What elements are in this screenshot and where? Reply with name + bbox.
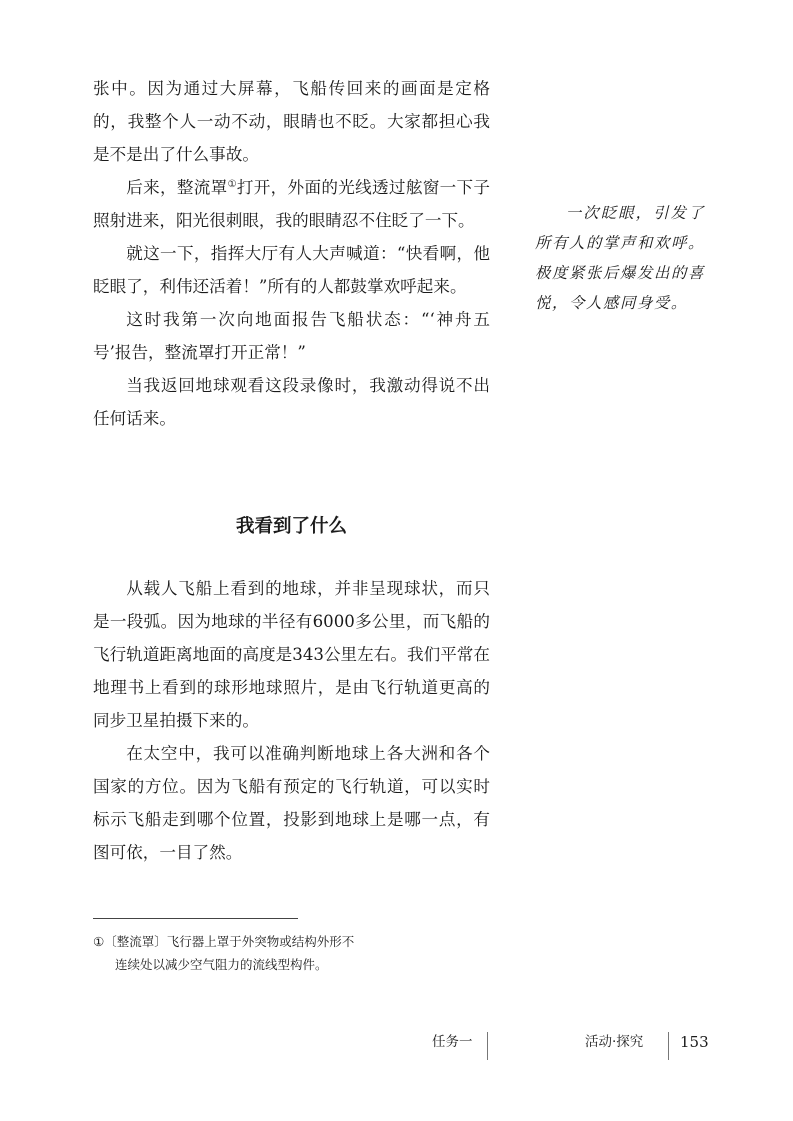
page-number: 153: [680, 1033, 709, 1051]
main-text: [93, 72, 490, 435]
paragraph: 从载人飞船上看到的地球，并非呈现球状，而只是一段弧。因为地球的半径有6000多公里，而飞船的飞行轨道距离地面的高度是343公里左右。我们平常在地理书上看到的球形地球照片，是由飞行轨道更高的同步卫星拍摄下来的。: [93, 579, 490, 730]
side-note-text: 一次眨眼，引发了所有人的掌声和欢呼。极度紧张后爆发出的喜悦，令人感同身受。: [535, 204, 705, 312]
paragraph: 就这一下，指挥大厅有人大声喊道：“快看啊，他眨眼了，利伟还活着！”所有的人都鼓掌欢呼起来。: [93, 244, 490, 296]
paragraph: 张中。因为通过大屏幕，飞船传回来的画面是定格的，我整个人一动不动，眼睛也不眨。大家都担心我是不是出了什么事故。: [93, 79, 490, 164]
footer-divider: [668, 1032, 669, 1060]
footer-section-label: 活动·探究: [585, 1034, 644, 1050]
side-annotation: [535, 198, 705, 318]
section-text: [93, 572, 490, 869]
footer-task-label: 任务一: [432, 1034, 473, 1050]
paragraph: 当我返回地球观看这段录像时，我激动得说不出任何话来。: [93, 376, 490, 428]
paragraph: 在太空中，我可以准确判断地球上各大洲和各个国家的方位。因为飞船有预定的飞行轨道，可以实时标示飞船走到哪个位置，投影到地球上是哪一点，有图可依，一目了然。: [93, 744, 490, 862]
paragraph-text: 打开，外面的光线透过舷窗一下子照射进来，阳光很刺眼，我的眼睛忍不住眨了一下。: [93, 178, 491, 230]
footnote-reference[interactable]: ①: [227, 179, 237, 190]
paragraph: [93, 171, 490, 237]
footnote-line: ①〔整流罩〕飞行器上罩于外突物或结构外形不: [93, 934, 355, 949]
footer-divider: [487, 1032, 488, 1060]
section-heading: 我看到了什么: [235, 516, 347, 537]
footnote: [93, 930, 413, 976]
paragraph-text: 后来，整流罩: [126, 178, 228, 197]
paragraph: 这时我第一次向地面报告飞船状态：“‘神舟五号’报告，整流罩打开正常！”: [93, 310, 490, 362]
footnote-line: 连续处以减少空气阻力的流线型构件。: [115, 957, 328, 972]
footnote-divider: [93, 918, 298, 919]
